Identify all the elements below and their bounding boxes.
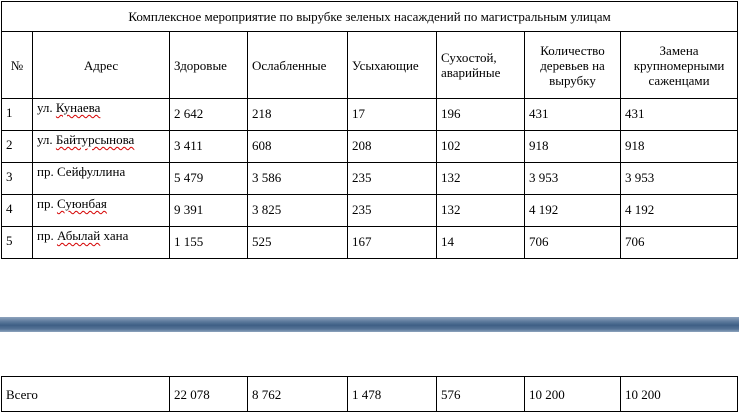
- cell-dead: 14: [437, 227, 525, 259]
- table-row: [2, 131, 738, 163]
- header-replacement: Замена крупномерными саженцами: [621, 32, 738, 99]
- cell-drying: 235: [348, 195, 437, 227]
- cell-healthy: 9 391: [170, 195, 248, 227]
- cell-felling: 706: [525, 227, 621, 259]
- table-title: Комплексное мероприятие по вырубке зеленых насаждений по магистральным улицам: [2, 2, 738, 32]
- cell-replacement: 706: [621, 227, 738, 259]
- row-num: 3: [2, 163, 33, 195]
- street-name: Абылай: [56, 228, 101, 243]
- cell-felling: 4 192: [525, 195, 621, 227]
- street-name: Байтурсынова: [55, 132, 135, 147]
- street-prefix: ул.: [37, 132, 53, 147]
- cell-healthy: 1 155: [170, 227, 248, 259]
- header-num: №: [2, 32, 33, 99]
- cell-replacement: 431: [621, 99, 738, 131]
- total-healthy: 22 078: [170, 377, 248, 412]
- street-name: Сейфуллина: [56, 164, 126, 179]
- cell-dead: 196: [437, 99, 525, 131]
- street-name: Суюнбая: [56, 196, 107, 211]
- total-felling: 10 200: [525, 377, 621, 412]
- row-num: 5: [2, 227, 33, 259]
- page-break-separator: [0, 317, 739, 332]
- row-address: [33, 195, 170, 227]
- table-row: [2, 195, 738, 227]
- cell-replacement: 4 192: [621, 195, 738, 227]
- header-drying: Усыхающие: [348, 32, 437, 99]
- total-weakened: 8 762: [248, 377, 348, 412]
- total-label: Всего: [2, 377, 170, 412]
- header-dead: Сухостой, аварийные: [437, 32, 525, 99]
- cell-weakened: 608: [248, 131, 348, 163]
- row-address: [33, 163, 170, 195]
- total-replacement: 10 200: [621, 377, 738, 412]
- cell-dead: 102: [437, 131, 525, 163]
- cell-dead: 132: [437, 163, 525, 195]
- header-address: Адрес: [33, 32, 170, 99]
- cell-replacement: 3 953: [621, 163, 738, 195]
- cell-healthy: 3 411: [170, 131, 248, 163]
- row-address: [33, 99, 170, 131]
- cell-felling: 431: [525, 99, 621, 131]
- cell-healthy: 2 642: [170, 99, 248, 131]
- cell-weakened: 3 586: [248, 163, 348, 195]
- cell-drying: 235: [348, 163, 437, 195]
- cell-drying: 17: [348, 99, 437, 131]
- row-address: [33, 227, 170, 259]
- cell-felling: 3 953: [525, 163, 621, 195]
- cell-replacement: 918: [621, 131, 738, 163]
- total-dead: 576: [437, 377, 525, 412]
- cell-healthy: 5 479: [170, 163, 248, 195]
- row-num: 1: [2, 99, 33, 131]
- street-name: Кунаева: [55, 100, 101, 115]
- row-address: [33, 131, 170, 163]
- total-row: [2, 377, 738, 412]
- cell-weakened: 525: [248, 227, 348, 259]
- cell-weakened: 3 825: [248, 195, 348, 227]
- table-row: [2, 227, 738, 259]
- cell-dead: 132: [437, 195, 525, 227]
- table-row: [2, 163, 738, 195]
- cell-felling: 918: [525, 131, 621, 163]
- cell-weakened: 218: [248, 99, 348, 131]
- row-num: 2: [2, 131, 33, 163]
- table-row: [2, 99, 738, 131]
- row-num: 4: [2, 195, 33, 227]
- street-prefix: пр.: [37, 228, 54, 243]
- header-felling: Количество деревьев на вырубку: [525, 32, 621, 99]
- street-prefix: пр.: [37, 196, 54, 211]
- cell-drying: 167: [348, 227, 437, 259]
- header-healthy: Здоровые: [170, 32, 248, 99]
- header-row: [2, 32, 738, 99]
- street-prefix: ул.: [37, 100, 53, 115]
- street-suffix: хана: [103, 228, 129, 243]
- cell-drying: 208: [348, 131, 437, 163]
- totals-table: [1, 376, 738, 412]
- total-drying: 1 478: [348, 377, 437, 412]
- street-prefix: пр.: [37, 164, 54, 179]
- tree-felling-table: [1, 1, 738, 259]
- header-weakened: Ослабленные: [248, 32, 348, 99]
